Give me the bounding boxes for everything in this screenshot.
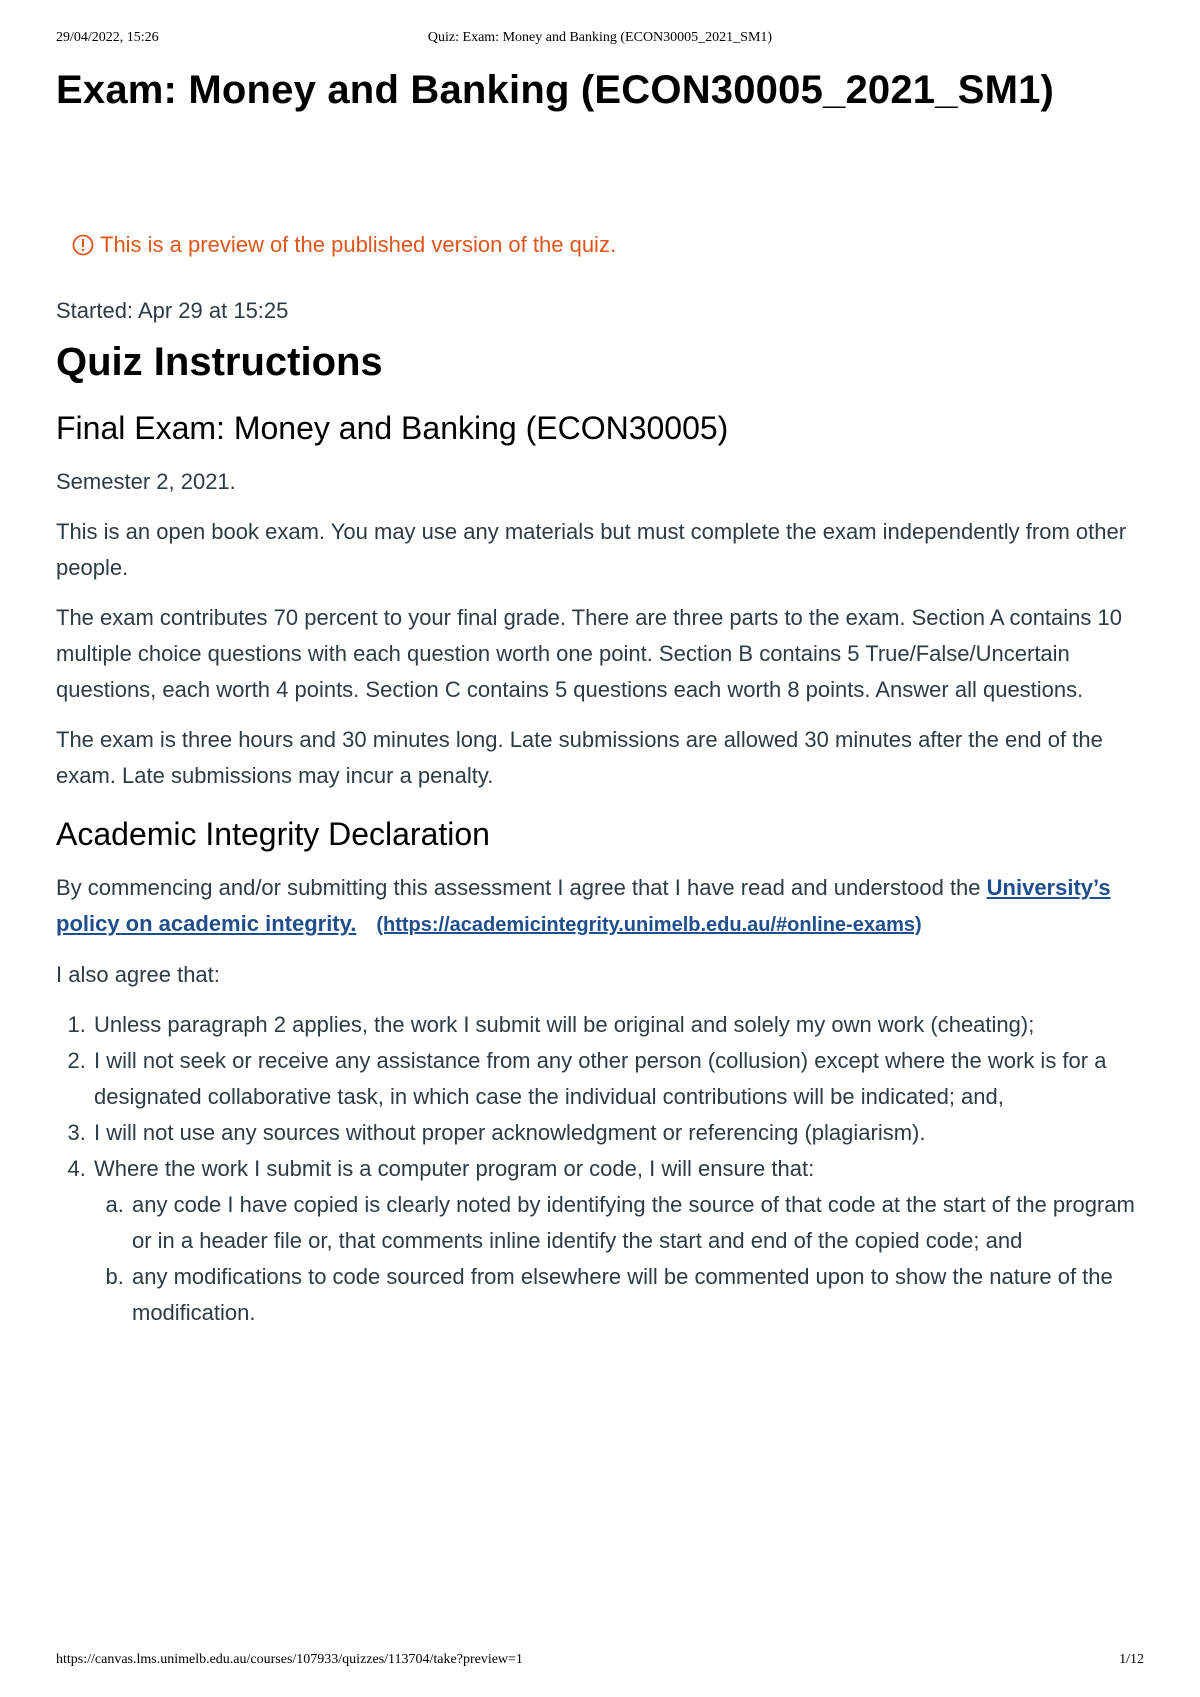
list-item: 3. I will not use any sources without proper acknowledgment or referencing (plagiarism). [92,1115,1146,1151]
semester-text: Semester 2, 2021. [56,469,236,494]
list-item-text: Where the work I submit is a computer program or code, I will ensure that: [94,1156,815,1181]
print-footer [56,1652,1144,1672]
integrity-intro-paragraph [56,870,1146,943]
integrity-intro-text: By commencing and/or submitting this assessment I agree that I have read and understood the [56,875,987,900]
sublist-item: b. any modifications to code sourced from elsewhere will be commented upon to show the nature of the modification. [130,1259,1146,1331]
sublist-item: a. any code I have copied is clearly noted by identifying the source of that code at the start of the program or in a header file or, that comments inline identify the start and end of the copied code; and [130,1187,1146,1259]
agreement-list [56,1007,1146,1331]
print-datetime: 29/04/2022, 15:26 [56,30,159,45]
quiz-content [56,62,1146,1331]
policy-link[interactable]: University’s policy on academic integrity. [56,875,1111,936]
started-time: Started: Apr 29 at 15:25 [56,298,289,323]
print-url: https://canvas.lms.unimelb.edu.au/courses/107933/quizzes/113704/take?preview=1 [56,1652,523,1667]
print-page-number: 1/12 [1119,1652,1144,1667]
list-item [92,1151,1146,1331]
print-page-title: Quiz: Exam: Money and Banking (ECON30005_2021_SM1) [427,30,773,45]
final-exam-heading: Final Exam: Money and Banking (ECON30005) [56,410,729,446]
print-header [56,30,1144,50]
duration-paragraph: The exam is three hours and 30 minutes long. Late submissions are allowed 30 minutes after the end of the exam. Late submissions may incur a penalty. [56,727,1103,788]
code-sublist [94,1187,1146,1331]
contribution-paragraph: The exam contributes 70 percent to your final grade. There are three parts to the exam. Section A contains 10 multiple choice questions with each question worth one point. Section B contains 5 True/False/Uncertain questions, each worth 4 points. Section C contains 5 questions each worth 8 points. Answer all questions. [56,605,1122,702]
list-item: 1. Unless paragraph 2 applies, the work I submit will be original and solely my own work (cheating); [92,1007,1146,1043]
policy-url-link[interactable]: (https://academicintegrity.unimelb.edu.au/#online-exams) [376,914,922,936]
list-item: 2. I will not seek or receive any assistance from any other person (collusion) except where the work is for a designated collaborative task, in which case the individual contributions will be indicated; and, [92,1043,1146,1115]
academic-integrity-heading: Academic Integrity Declaration [56,816,490,852]
preview-notice-text: This is a preview of the published version of the quiz. [100,232,617,257]
also-agree-text: I also agree that: [56,962,220,987]
exam-title: Exam: Money and Banking (ECON30005_2021_SM1) [56,68,1055,112]
preview-notice [72,232,1146,258]
open-book-paragraph: This is an open book exam. You may use any materials but must complete the exam independently from other people. [56,519,1127,580]
warning-circle-icon [72,234,94,256]
quiz-instructions-heading: Quiz Instructions [56,340,383,384]
